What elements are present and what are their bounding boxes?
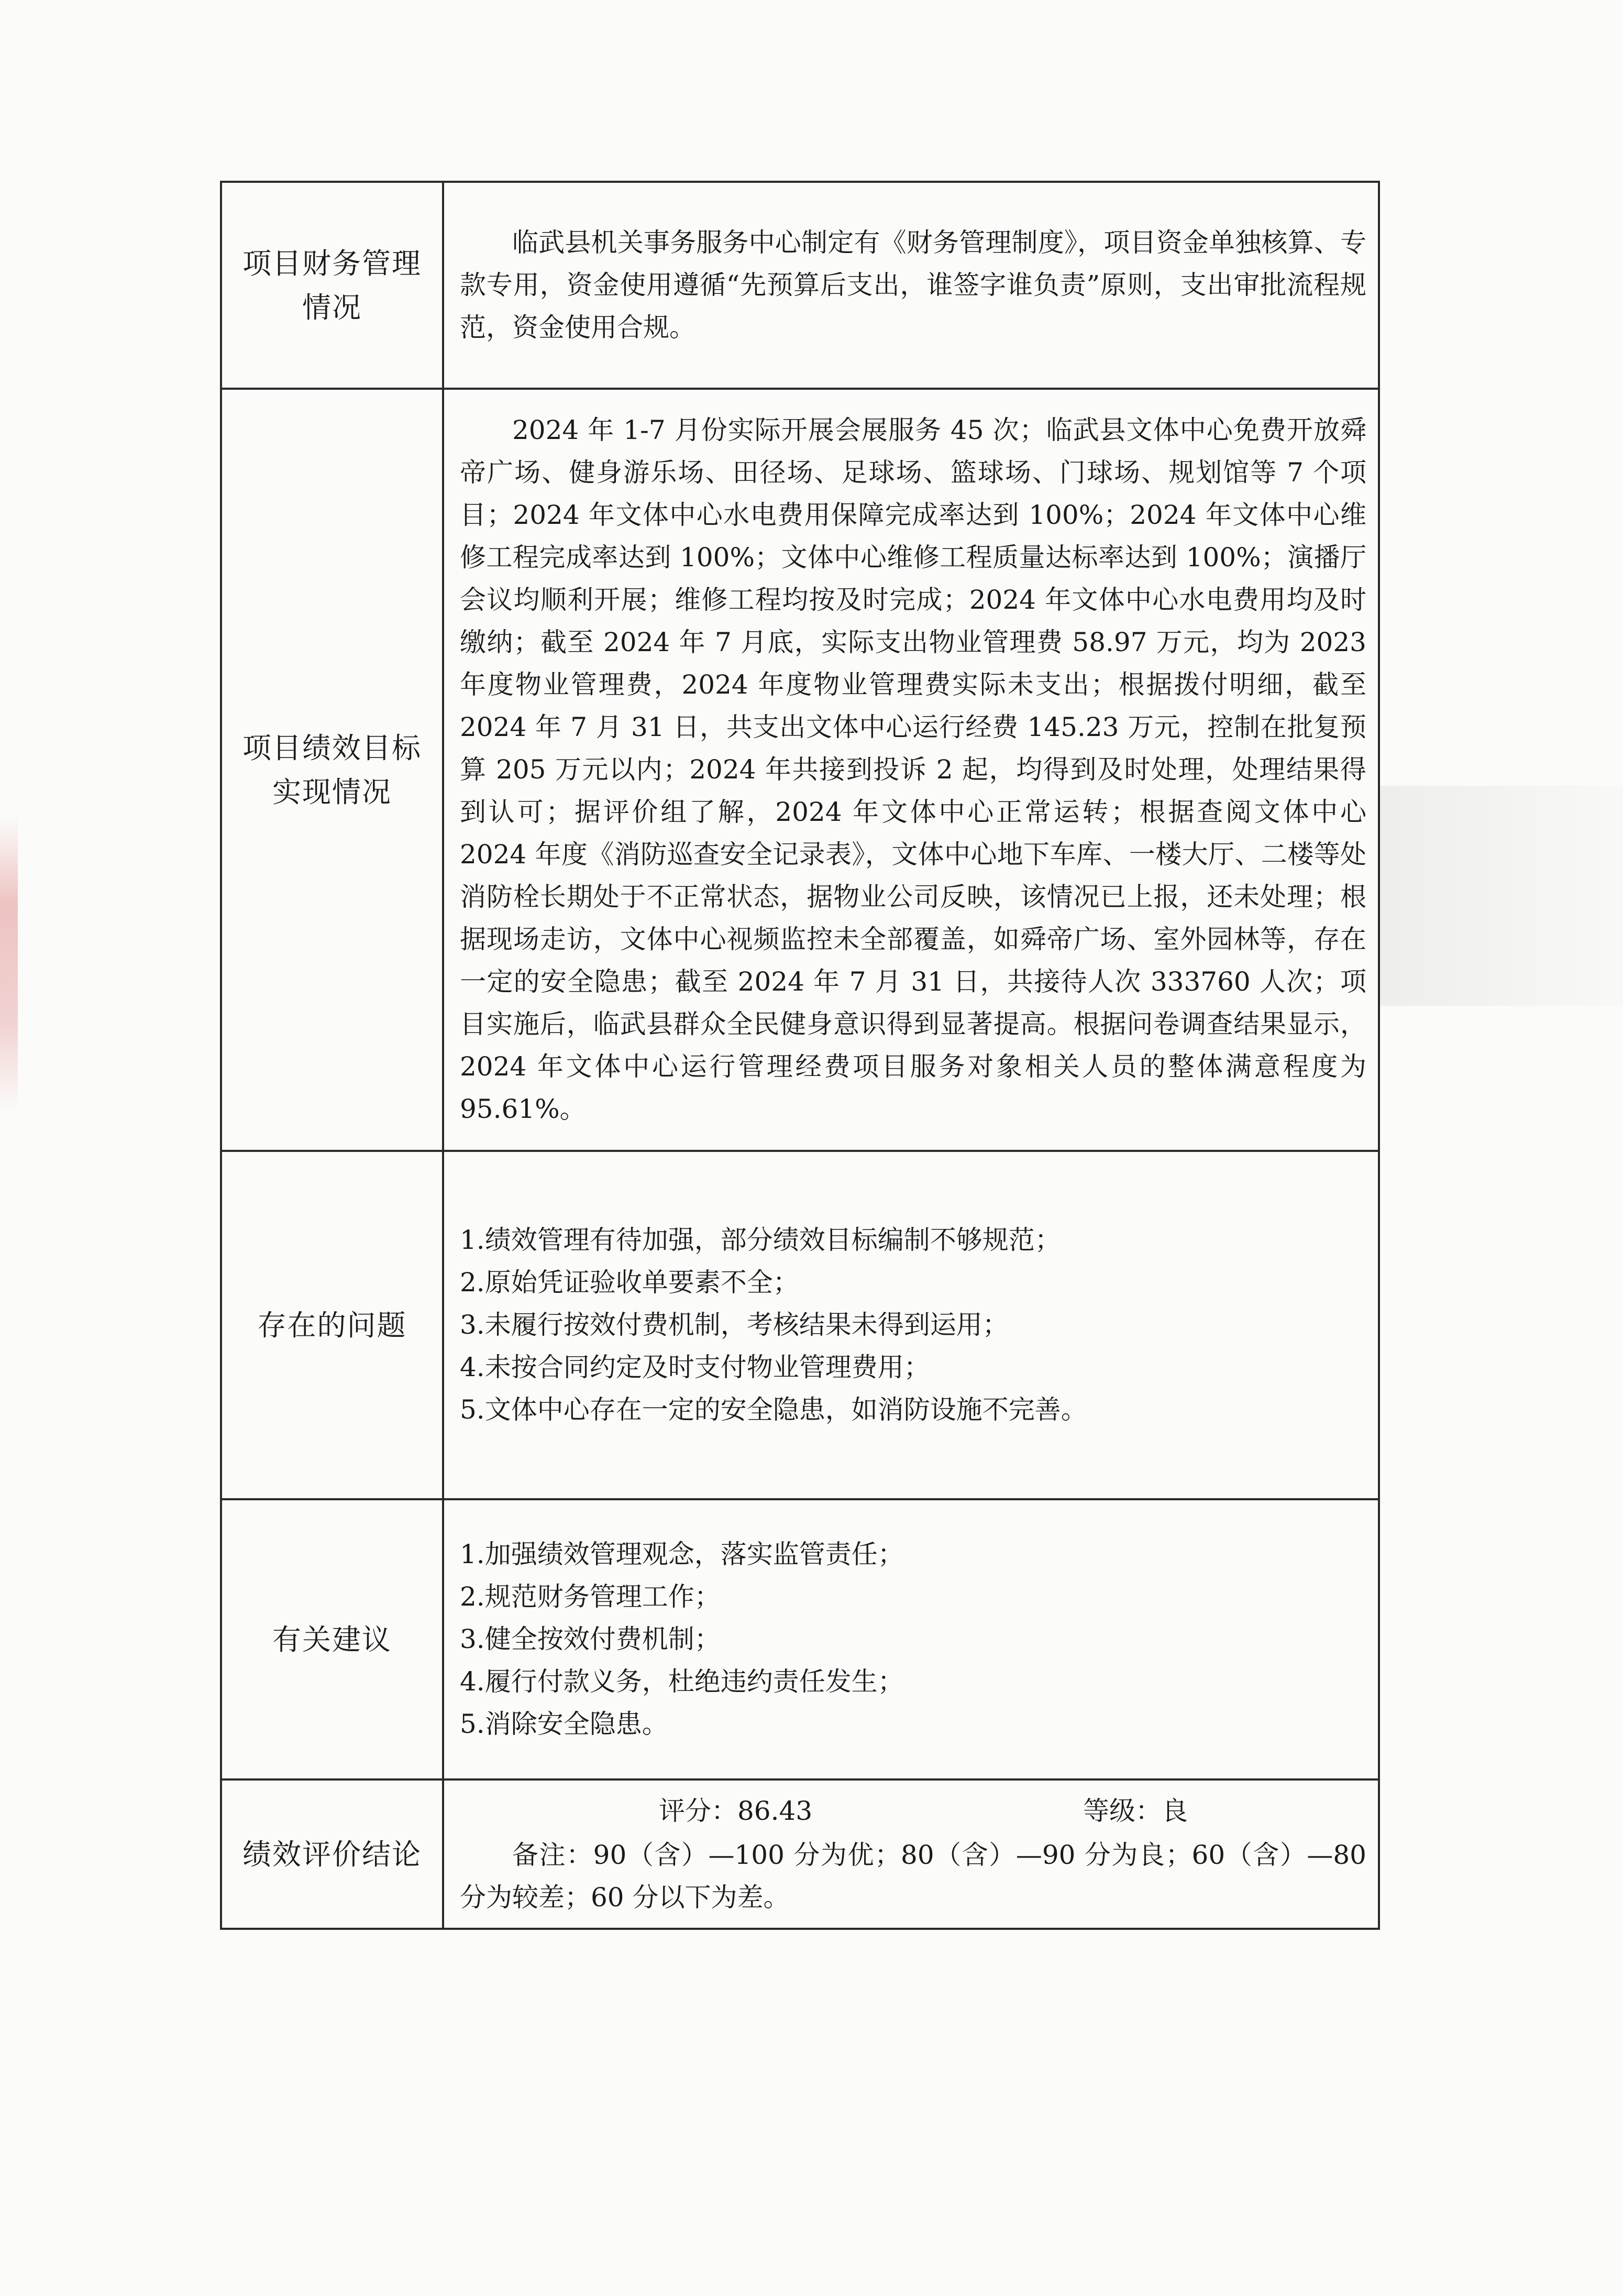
scan-bleed-through [1380,786,1623,1006]
list-item: 1.加强绩效管理观念，落实监管责任； [460,1539,904,1569]
grade-value: 等级：良 [1083,1795,1188,1826]
label-conclusion: 绩效评价结论 [221,1779,443,1929]
list-item: 5.文体中心存在一定的安全隐患，如消防设施不完善。 [460,1394,1087,1425]
content-problems [443,1151,1379,1499]
content-finance-management [443,182,1379,389]
score-line [460,1790,1366,1834]
list-item: 4.未按合同约定及时支付物业管理费用； [460,1352,930,1382]
list-item: 2.规范财务管理工作； [460,1581,721,1612]
list-item: 3.未履行按效付费机制，考核结果未得到运用； [460,1310,1009,1340]
score-value: 评分：86.43 [659,1795,813,1826]
list-item: 1.绩效管理有待加强，部分绩效目标编制不够规范； [460,1225,1061,1255]
list-item: 2.原始凭证验收单要素不全； [460,1267,799,1298]
label-line: 情况 [302,290,362,324]
performance-paragraph: 2024 年 1-7 月份实际开展会展服务 45 次；临武县文体中心免费开放舜帝广场、健身游乐场、田径场、足球场、篮球场、门球场、规划馆等 7 个项目；2024 年文体中心水电费用保障完成率达到 100%；2024 年文体中心维修工程完成率达到 100%；文体中心维修工程质量达标率达到 100%；演播厅会议均顺利开展；维修工程均按及时完成；2024 年文体中心水电费用均及时缴纳；截至 2024 年 7 月底，实际支出物业管理费 58.97 万元，均为 2023 年度物业管理费，2024 年度物业管理费实际未支出；根据拨付明细，截至 2024 年 7 月 31 日，共支出文体中心运行经费 145.23 万元，控制在批复预算 205 万元以内；2024 年共接到投诉 2 起，均得到及时处理，处理结果得到认可；据评价组了解，2024 年文体中心正常运转；根据查阅文体中心 2024 年度《消防巡查安全记录表》，文体中心地下车库、一楼大厅、二楼等处消防栓长期处于不正常状态，据物业公司反映，该情况已上报，还未处理；根据现场走访，文体中心视频监控未全部覆盖，如舜帝广场、室外园林等，存在一定的安全隐患；截至 2024 年 7 月 31 日，共接待人次 333760 人次；项目实施后，临武县群众全民健身意识得到显著提高。根据问卷调查结果显示，2024 年文体中心运行管理经费项目服务对象相关人员的整体满意程度为 95.61%。 [460,415,1366,1124]
label-line: 项目绩效目标 [242,731,422,765]
content-suggestions [443,1499,1379,1779]
scan-stamp-edge [0,817,18,1111]
table-row-problems [221,1151,1379,1499]
content-performance-goals [443,389,1379,1151]
content-conclusion [443,1779,1379,1929]
table-row-finance [221,182,1379,389]
label-line: 项目财务管理 [242,246,422,280]
list-item: 3.健全按效付费机制； [460,1624,721,1654]
table-row-conclusion [221,1779,1379,1929]
label-performance-goals [221,389,443,1151]
grading-note: 备注：90（含）—100 分为优；80（含）—90 分为良；60（含）—80 分为较差；60 分以下为差。 [460,1839,1366,1913]
label-line: 实现情况 [272,775,392,809]
list-item: 4.履行付款义务，杜绝违约责任发生； [460,1666,904,1697]
finance-paragraph: 临武县机关事务服务中心制定有《财务管理制度》，项目资金单独核算、专款专用，资金使用遵循“先预算后支出，谁签字谁负责”原则，支出审批流程规范，资金使用合规。 [460,227,1366,343]
table-row-performance [221,389,1379,1151]
suggestions-list [460,1533,1366,1745]
label-suggestions: 有关建议 [221,1499,443,1779]
problems-list [460,1219,1366,1431]
label-finance-management [221,182,443,389]
list-item: 5.消除安全隐患。 [460,1709,668,1739]
evaluation-table [220,181,1380,1930]
label-problems: 存在的问题 [221,1151,443,1499]
table-row-suggestions [221,1499,1379,1779]
